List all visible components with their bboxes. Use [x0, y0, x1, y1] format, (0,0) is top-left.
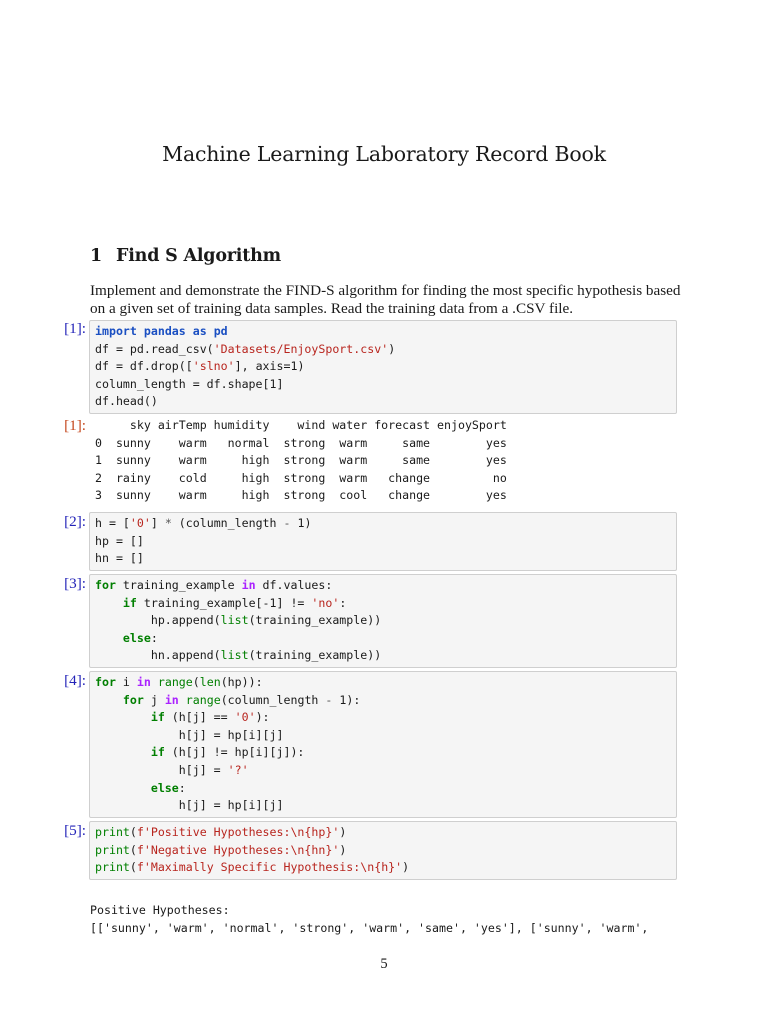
table-header: sky airTemp humidity wind water forecast enjoySport [95, 418, 507, 432]
code-token: in [136, 675, 151, 689]
code-line: print(f'Maximally Specific Hypothesis:\n{h}') [95, 860, 410, 875]
code-line: else: [122, 630, 158, 645]
code-line: h[j] = '?' [95, 762, 249, 777]
code-token: print [95, 825, 130, 839]
cell-1-output-table [95, 417, 507, 505]
code-line: h[j] = hp[i][j] [95, 727, 284, 742]
code-line: if (h[j] != hp[i][j]): [150, 745, 305, 760]
cell-4-in-prompt: [4]: [64, 672, 86, 689]
code-line: hp = [] [95, 533, 144, 548]
code-line: df = df.drop(['slno'], axis=1) [95, 359, 305, 374]
code-token: 'slno' [192, 359, 235, 374]
code-line: if training_example[-1] != 'no': [122, 595, 347, 610]
code-token: pd [213, 324, 228, 338]
code-token: '0' [129, 516, 151, 530]
code-token: print [95, 860, 130, 875]
code-token: if [150, 710, 165, 725]
code-token: list [220, 648, 249, 663]
page-title: Machine Learning Laboratory Record Book [162, 142, 606, 166]
code-line: h = ['0'] * (column_length - 1) [95, 516, 312, 530]
cell-3-code[interactable] [89, 574, 677, 668]
code-line: if (h[j] == '0'): [150, 710, 270, 725]
code-token: print [95, 842, 130, 857]
cell-2-code[interactable] [89, 512, 677, 571]
code-token: - [325, 692, 333, 707]
cell-5-in-prompt: [5]: [64, 822, 86, 839]
code-line: else: [150, 780, 186, 795]
table-row: 2 rainy cold high strong warm change no [95, 470, 507, 485]
intro-line: on a given set of training data samples. Read the training data from a .CSV file. [90, 300, 574, 317]
table-row: 1 sunny warm high strong warm same yes [95, 453, 507, 468]
code-token: for [95, 578, 116, 592]
code-token: list [220, 613, 249, 628]
code-line: print(f'Positive Hypotheses:\n{hp}') [95, 825, 347, 839]
code-line: column_length = df.shape[1] [95, 376, 284, 391]
cell-2-in-prompt: [2]: [64, 513, 86, 530]
section-title: Find S Algorithm [116, 246, 281, 266]
cell-1-in-prompt: [1]: [64, 320, 86, 337]
section-number: 1 [90, 246, 102, 266]
code-line: for training_example in df.values: [95, 578, 333, 592]
code-token: range [157, 675, 193, 689]
cell-3-in-prompt: [3]: [64, 575, 86, 592]
intro-paragraph [90, 282, 690, 318]
code-token: 'Datasets/EnjoySport.csv' [213, 341, 389, 356]
code-token: f'Maximally Specific Hypothesis:\n{h}' [136, 860, 403, 875]
cell-4-code[interactable] [89, 671, 677, 818]
code-token: for [122, 692, 144, 707]
cell-1-out-prompt: [1]: [64, 417, 86, 434]
code-line: h[j] = hp[i][j] [95, 798, 284, 813]
code-line: hp.append(list(training_example)) [95, 613, 382, 628]
code-line: df.head() [95, 394, 158, 409]
code-token: else [150, 780, 179, 795]
cell-1-code[interactable] [89, 320, 677, 414]
cell-5-code[interactable] [89, 821, 677, 880]
code-line: for j in range(column_length - 1): [122, 692, 361, 707]
code-line [95, 323, 671, 341]
output-line: Positive Hypotheses: [90, 903, 230, 917]
code-token: as [192, 324, 207, 338]
code-line: print(f'Negative Hypotheses:\n{hn}') [95, 842, 347, 857]
code-token: f'Positive Hypotheses:\n{hp}' [136, 825, 340, 839]
intro-line: Implement and demonstrate the FIND-S algorithm for finding the most specific hypothesis based [90, 282, 681, 299]
code-line: for i in range(len(hp)): [95, 675, 263, 689]
code-token: in [164, 692, 179, 707]
code-line: df = pd.read_csv('Datasets/EnjoySport.csv') [95, 341, 396, 356]
code-token: pandas [143, 324, 186, 338]
section-heading [90, 246, 281, 266]
code-token: range [185, 692, 221, 707]
code-token: * [164, 516, 172, 530]
code-line: hn = [] [95, 551, 144, 566]
code-token: '0' [234, 710, 256, 725]
code-token: '?' [227, 762, 249, 777]
code-token: if [150, 745, 165, 760]
output-line: [['sunny', 'warm', 'normal', 'strong', 'warm', 'same', 'yes'], ['sunny', 'warm', [90, 920, 649, 935]
code-token: f'Negative Hypotheses:\n{hn}' [136, 842, 340, 857]
code-token: 'no' [311, 595, 340, 610]
table-row: 3 sunny warm high strong cool change yes [95, 488, 507, 503]
code-token: - [283, 516, 291, 530]
cell-5-output [90, 902, 648, 937]
page-number: 5 [380, 956, 388, 972]
code-token: len [199, 675, 221, 689]
code-token: else [122, 630, 151, 645]
code-token: in [241, 578, 256, 592]
code-token: for [95, 675, 116, 689]
code-token: if [122, 595, 137, 610]
code-line: hn.append(list(training_example)) [95, 648, 382, 663]
code-token: import [95, 324, 137, 338]
table-row: 0 sunny warm normal strong warm same yes [95, 435, 507, 450]
